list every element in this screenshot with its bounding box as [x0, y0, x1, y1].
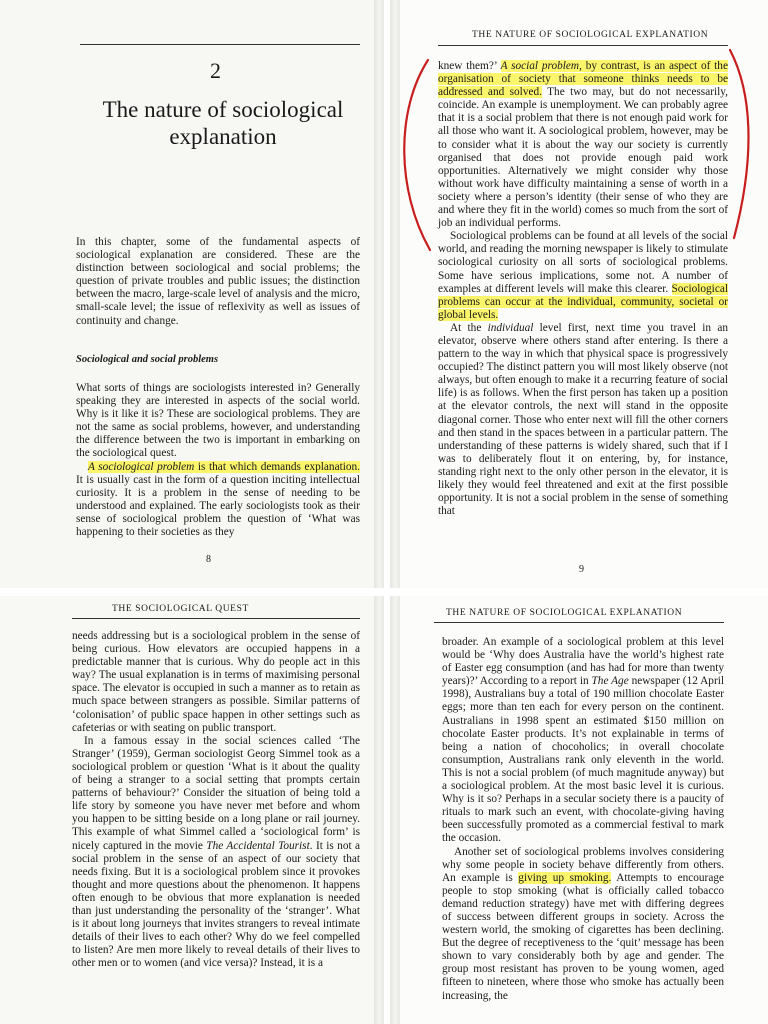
paragraph-text: At the	[450, 321, 488, 334]
chapter-title-line-1: The nature of sociological	[102, 97, 344, 122]
paragraph	[76, 461, 360, 540]
paragraph-text: level first, next time you travel in an elevator, observe where others stand after entering. Is there a pattern to the way in which that physical space is progressively occupied? The distinct pattern you will most likely observe (not always, but often enough to make it a recurring feature of social life) is as follows. When the first person has taken up a position at the elevator controls, the next will stand in the opposite diagonal corner. Those who enter next will fill the other corners and then stand in the spaces between in a particular pattern. The understanding of these patterns is widely shared, such that if I was to deliberately flout it on entering, by, for instance, standing right next to the only other person in the elevator, it is likely they would feel threatened and exit at the first possible opportunity. It is not a social problem in the sense of something that	[438, 321, 728, 518]
paragraph-text: . It is not a social problem in the sense of an aspect of our society that needs fixing. But it is a sociological problem since it provokes thought and more questions about the phenomenon. It happens often enough to be obvious that more explanation is needed than just understanding the personality of the ‘stranger’. What is it about long journeys that invites strangers to reveal intimate details of their lives to each other? Why do we feel compelled to listen? Are men more likely to reveal details of their lives to other men or to women (and vice versa)? Instead, it is a	[72, 839, 361, 970]
highlight-text: is that which demands explanation.	[194, 460, 360, 473]
paragraph: needs addressing but is a sociological problem in the sense of being curious. How elevators are occupied happens in a predictable manner that is curious. Why do people act in this way? The usual explanation is in terms of maximising personal space. The elevator is occupied in such a manner as to retain as much space between strangers as possible. Similar patterns of ‘colonisation’ of public space happen in other settings such as cafeterias or with seating on public transport.	[72, 630, 360, 734]
paragraph: What sorts of things are sociologists interested in? Generally speaking they are interested in aspects of the social world. Why is it like it is? These are sociological problems. They are not the same as social problems, however, and understanding the difference between the two is important in embarking on the sociological quest.	[76, 382, 360, 460]
paragraph	[72, 735, 360, 971]
paragraph	[442, 636, 724, 846]
intro-paragraph: In this chapter, some of the fundamental aspects of sociological explanation are considered. These are the distinction between sociological and social problems; the question of private troubles and public issues; the distinction between the macro, large-scale level of analysis and the micro, small-scale level; the issue of reflexivity as well as issues of continuity and change.	[76, 236, 360, 327]
paragraph-text: Another set of sociological problems involves considering why some people in society behave differently from others. An example is	[442, 845, 724, 884]
page-9	[390, 0, 768, 588]
emphasis: The Accidental Tourist	[206, 839, 310, 852]
binding-gutter	[390, 0, 400, 588]
section-heading: Sociological and social problems	[76, 354, 219, 365]
page-row-separator	[0, 588, 768, 596]
page-8-body	[76, 382, 360, 539]
page-number: 8	[206, 554, 211, 565]
chapter-intro	[76, 236, 360, 328]
highlight-text: , by contrast, is an aspect of the organisation of society that someone thinks needs to be addressed and solved.	[438, 60, 728, 99]
binding-gutter	[374, 596, 384, 1024]
emphasis: The Age	[591, 675, 629, 688]
highlighted-sentence: Sociological problems can occur at the individual, community, societal or global levels.	[438, 282, 728, 321]
paragraph-text: broader. An example of a sociological problem at this level would be ‘Why does Australia have the world’s highest rate of Easter egg consumption (and has had for more than twenty years)?’ According to a report in	[442, 636, 724, 688]
binding-gutter	[390, 596, 400, 1024]
header-rule	[72, 618, 360, 619]
page-11-body	[442, 636, 724, 1003]
page-11	[390, 596, 768, 1024]
page-number: 9	[579, 564, 584, 575]
binding-gutter	[374, 0, 384, 588]
emphasis: individual	[487, 321, 534, 334]
red-bracket-annotation	[390, 0, 768, 260]
emphasis: A sociological problem	[88, 460, 195, 473]
paragraph-text: In a famous essay in the social sciences called ‘The Stranger’ (1959), German sociologist Georg Simmel took as a sociological problem or question ‘What is it about the quality of being a stranger to a social setting that prompts certain patterns of behaviour?’ Consider the situation of being told a life story by someone you have never met before and whom you happen to be sitting beside on a long plane or rail journey. This example of what Simmel called a ‘sociological form’ is nicely captured in the movie	[72, 734, 360, 852]
paragraph-text: newspaper (12 April 1998), Australians buy a total of 190 million chocolate Easter eggs; more than ten each for every person on the continent. Australians in 1998 spent an estimated $150 million on chocolate Easter products. It’s not explainable in terms of being a nation of chocoholics; in overall chocolate consumption, Australians rank only eleventh in the world. This is not a social problem (of much magnitude anyway) but a sociological problem. At the most basic level it is curious. Why is it so? Perhaps in a secular society there is a paucity of rituals to mark such an event, with chocolate-giving having been successfully promoted as a commercial festival to mark the occasion.	[442, 675, 724, 845]
page-10	[0, 596, 384, 1024]
paragraph-text: Sociological problems can be found at all levels of the social world, and reading the morning newspaper is likely to stimulate sociological curiosity on all sorts of sociological problems. Some have serious implications, some not. A number of examples at different levels will make this clearer.	[438, 230, 728, 295]
header-rule	[434, 622, 724, 623]
running-head: THE NATURE OF SOCIOLOGICAL EXPLANATION	[446, 608, 683, 618]
paragraph	[438, 322, 728, 518]
highlighted-phrase: giving up smoking.	[518, 871, 612, 884]
paragraph-text: knew them?’	[438, 60, 501, 72]
chapter-number: 2	[210, 58, 221, 83]
chapter-title	[78, 96, 368, 150]
paragraph	[442, 846, 724, 1003]
page-10-body	[72, 630, 360, 970]
highlighted-definition	[88, 461, 360, 473]
paragraph-text: The two may, but do not necessarily, coincide. An example is unemployment. We can probably agree that it is a social problem that there is not enough paid work for all those who want it. A sociological problem, however, may be to consider what it is about the way our society is currently organised that does not provide enough paid work opportunities. Alternatively we might consider why those without work have difficulty maintaining a sense of worth in a society where a person’s identity (their sense of who they are and where they fit in the world) comes so much from the sort of job an individual performs.	[438, 86, 728, 230]
paragraph-text: Attempts to encourage people to stop smoking (what is officially called tobacco demand reduction strategy) have met with differing degrees of success between different groups in society. Across the western world, the smoking of cigarettes has been declining. But the degree of receptiveness to the ‘quit’ message has been shown to vary considerably both by age and gender. The group most resistant has proven to be young women, aged fifteen to nineteen, where those who smoke has actually been increasing, the	[442, 871, 724, 1002]
running-head: THE SOCIOLOGICAL QUEST	[112, 604, 249, 614]
chapter-title-line-2: explanation	[169, 124, 277, 149]
paragraph-text: It is usually cast in the form of a question inciting intellectual curiosity. It is a problem in the sense of needing to be understood and explained. The early sociologists took as their sense of sociological problem the question of ‘What was happening to their societies as they	[76, 473, 360, 539]
emphasis: A social problem	[500, 60, 580, 72]
page-8	[0, 0, 384, 588]
chapter-rule	[80, 44, 360, 45]
running-head: THE NATURE OF SOCIOLOGICAL EXPLANATION	[472, 30, 709, 40]
